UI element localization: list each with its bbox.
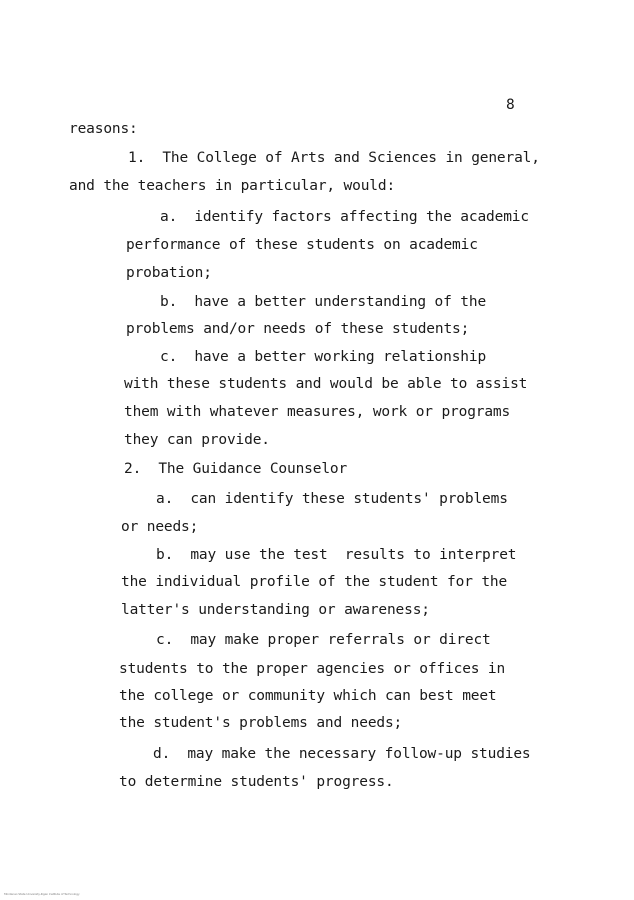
text-line: latter's understanding or awareness; [121, 602, 430, 618]
list-item-2d: d. may make the necessary follow-up studies [153, 746, 531, 762]
text-line: the individual profile of the student for the [121, 574, 508, 590]
text-line: problems and/or needs of these students; [126, 321, 470, 337]
text-line: them with whatever measures, work or programs [124, 404, 511, 420]
list-item-1: 1. The College of Arts and Sciences in general, [128, 150, 540, 166]
text-line: to determine students' progress. [119, 774, 394, 790]
text-line: with these students and would be able to assist [124, 376, 528, 392]
text-line: students to the proper agencies or offices in [119, 661, 506, 677]
list-item-1a: a. identify factors affecting the academic [160, 209, 529, 225]
list-item-1c: c. have a better working relationship [160, 349, 487, 365]
page-number: 8 [506, 97, 515, 113]
text-line: probation; [126, 265, 212, 281]
text-line: the student's problems and needs; [119, 715, 403, 731]
text-line: or needs; [121, 519, 199, 535]
text-line: performance of these students on academic [126, 237, 478, 253]
text-line: the college or community which can best meet [119, 688, 497, 704]
text-line: and the teachers in particular, would: [69, 178, 396, 194]
list-item-2: 2. The Guidance Counselor [124, 461, 348, 477]
list-item-1b: b. have a better understanding of the [160, 294, 487, 310]
text-line: they can provide. [124, 432, 270, 448]
text-line-reasons: reasons: [69, 121, 138, 137]
scan-footer-text: Mindanao State University-Iligan Institute of Technology [4, 892, 80, 896]
list-item-2a: a. can identify these students' problems [156, 491, 508, 507]
list-item-2c: c. may make proper referrals or direct [156, 632, 491, 648]
list-item-2b: b. may use the test results to interpret [156, 547, 517, 563]
